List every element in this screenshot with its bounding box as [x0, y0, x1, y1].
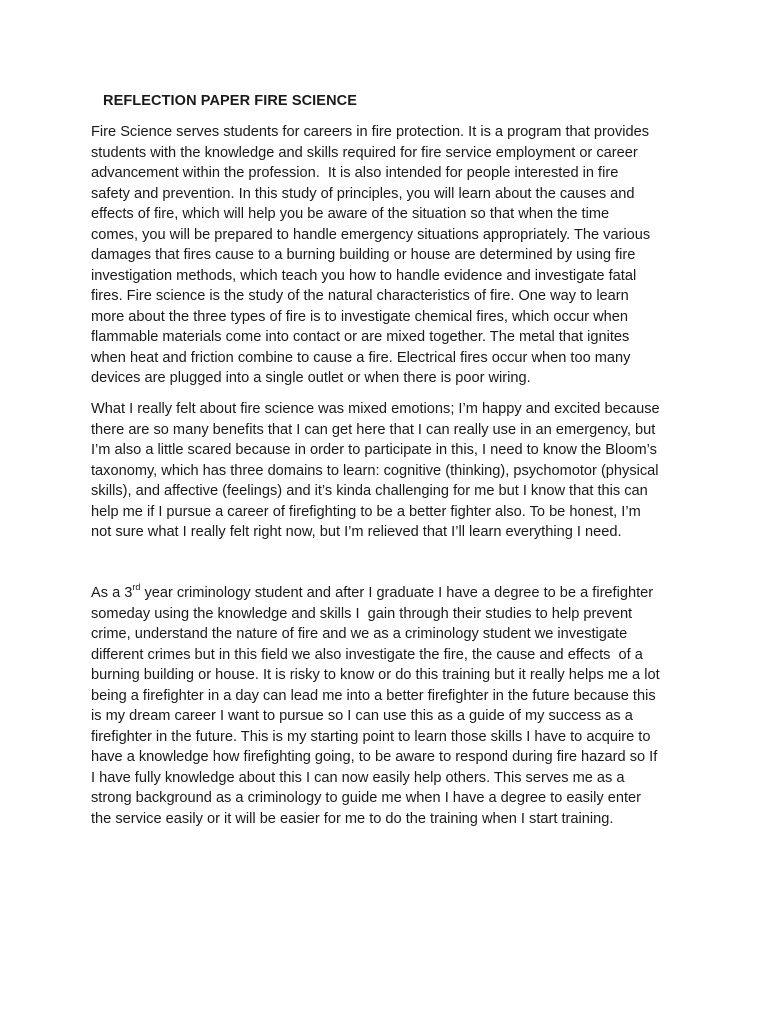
text-line: fires. Fire science is the study of the natural characteristics of fire. One way to learn — [91, 288, 629, 304]
document-title: REFLECTION PAPER FIRE SCIENCE — [103, 93, 357, 109]
text-fragment: year criminology student and after I graduate I have a degree to be a firefighter — [140, 585, 654, 601]
text-line: effects of fire, which will help you be aware of the situation so that when the time — [91, 206, 610, 222]
text-line: devices are plugged into a single outlet or when there is poor wiring. — [91, 370, 531, 386]
text-line: not sure what I really felt right now, but I’m relieved that I’ll learn everything I need. — [91, 524, 622, 540]
text-line: more about the three types of fire is to investigate chemical fires, which occur when — [91, 308, 628, 325]
text-line: burning building or house. It is risky to know or do this training but it really helps me a lot — [91, 667, 660, 683]
text-line: crime, understand the nature of fire and we as a criminology student we investigate — [91, 626, 628, 642]
text-line-first — [91, 583, 691, 604]
text-line: skills), and affective (feelings) and it’s kinda challenging for me but I know that this can — [91, 483, 648, 499]
text-line: when heat and friction combine to cause a fire. Electrical fires occur when too many — [91, 349, 631, 366]
text-line: comes, you will be prepared to handle emergency situations appropriately. The various — [91, 226, 651, 243]
text-line: damages that fires cause to a burning building or house are determined by using fire — [91, 247, 636, 263]
ordinal-superscript: rd — [132, 582, 141, 593]
text-line: I’m also a little scared because in order to participate in this, I need to know the Bloom’s — [91, 442, 657, 458]
text-line: different crimes but in this field we also investigate the fire, the cause and effects of a — [91, 646, 643, 663]
text-line: the service easily or it will be easier for me to do the training when I start training. — [91, 810, 614, 827]
text-line: have a knowledge how firefighting going, to be aware to respond during fire hazard so If — [91, 749, 658, 765]
text-line: taxonomy, which has three domains to learn: cognitive (thinking), psychomotor (physical — [91, 462, 659, 479]
paragraph-feelings — [91, 399, 691, 543]
text-line: investigation methods, which teach you how to handle evidence and investigate fatal — [91, 267, 637, 284]
text-line: students with the knowledge and skills required for fire service employment or career — [91, 144, 638, 161]
text-line: is my dream career I want to pursue so I can use this as a guide of my success as a — [91, 708, 633, 724]
text-fragment: As a 3 — [91, 585, 133, 601]
paragraph-career — [91, 583, 691, 829]
text-line: firefighter in the future. This is my starting point to learn those skills I have to acquire to — [91, 728, 651, 745]
text-line: help me if I pursue a career of firefighting to be a better fighter also. To be honest, I’m — [91, 503, 641, 520]
text-line: flammable materials come into contact or are mixed together. The metal that ignites — [91, 329, 630, 345]
text-line: I have fully knowledge about this I can now easily help others. This serves me as a — [91, 769, 625, 786]
text-line: someday using the knowledge and skills I gain through their studies to help prevent — [91, 605, 633, 622]
text-line: being a firefighter in a day can lead me into a better firefighter in the future because this — [91, 687, 656, 704]
text-line: advancement within the profession. It is also intended for people interested in fire — [91, 165, 619, 181]
text-line: safety and prevention. In this study of principles, you will learn about the causes and — [91, 185, 635, 202]
text-line: strong background as a criminology to guide me when I have a degree to easily enter — [91, 790, 642, 806]
paragraph-intro — [91, 122, 691, 389]
text-line: Fire Science serves students for careers in fire protection. It is a program that provides — [91, 124, 650, 140]
text-line: there are so many benefits that I can get here that I can really use in an emergency, but — [91, 421, 656, 438]
text-line: What I really felt about fire science was mixed emotions; I’m happy and excited because — [91, 401, 660, 417]
